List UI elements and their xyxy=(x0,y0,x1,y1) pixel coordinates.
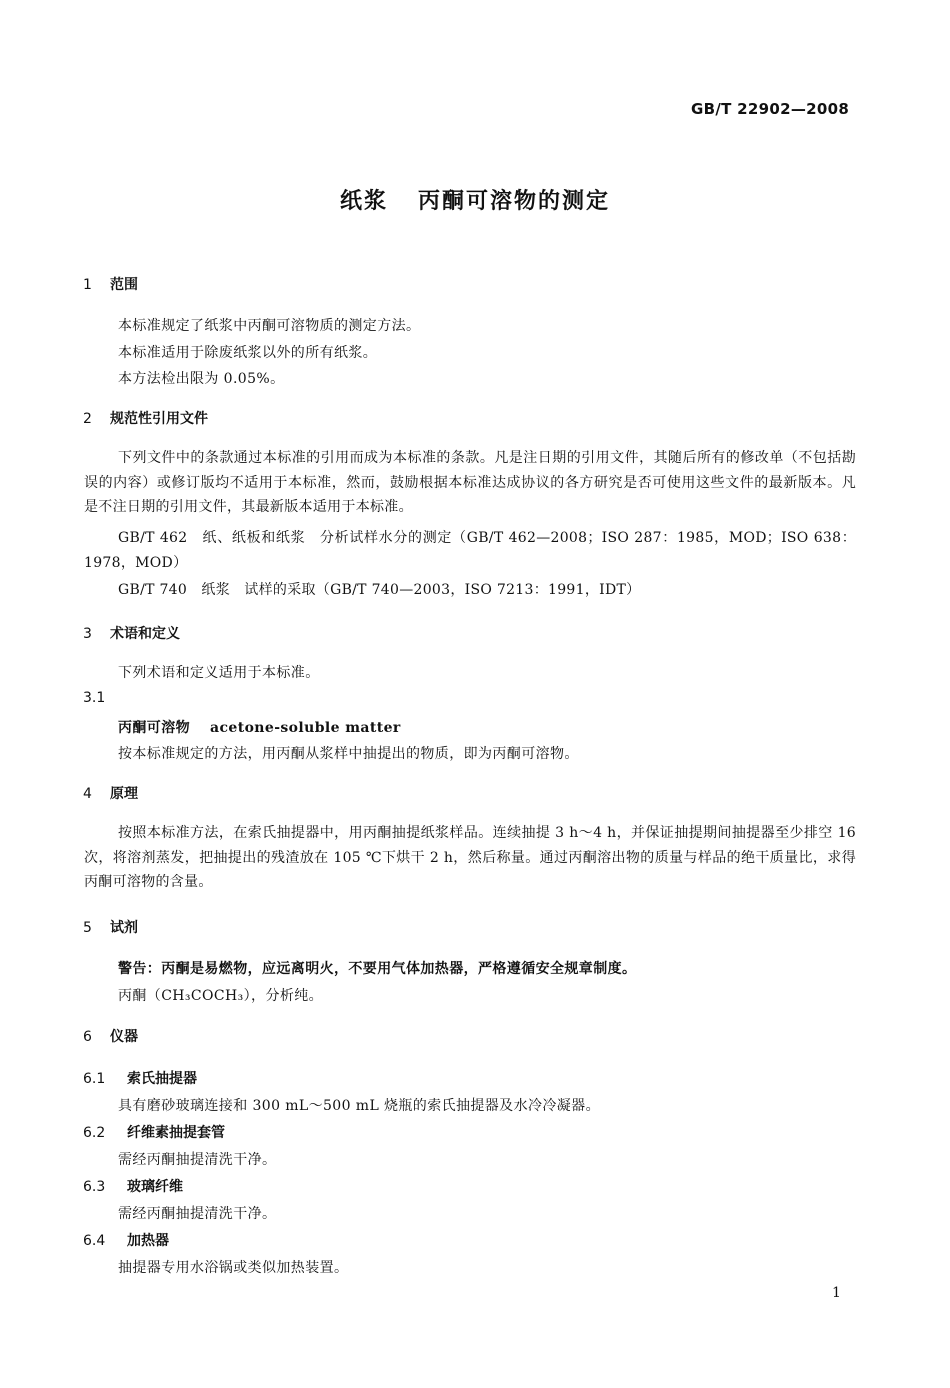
section-title: 术语和定义 xyxy=(110,626,180,642)
normative-intro-paragraph: 下列文件中的条款通过本标准的引用而成为本标准的条款。凡是注日期的引用文件，其随后所有的修改单（不包括勘误的内容）或修订版均不适用于本标准，然而，鼓励根据本标准达成协议的各方研究是否可使用这些文件的最新版本。凡是不注日期的引用文件，其最新版本适用于本标准。 xyxy=(84,450,856,515)
subsection-label: 玻璃纤维 xyxy=(127,1179,183,1195)
subsection-number: 6.2 xyxy=(83,1125,106,1141)
section-5-heading xyxy=(83,917,138,937)
subsection-6-4-text: 抽提器专用水浴锅或类似加热装置。 xyxy=(118,1260,349,1276)
subsection-label: 加热器 xyxy=(127,1233,169,1249)
section-3-heading xyxy=(83,623,180,643)
scope-line-3: 本方法检出限为 0.05%。 xyxy=(118,371,285,387)
subsection-6-3-heading xyxy=(83,1176,183,1196)
scope-line-2: 本标准适用于除废纸浆以外的所有纸浆。 xyxy=(118,345,378,361)
subsection-6-2-heading xyxy=(83,1122,225,1142)
principle-paragraph: 按照本标准方法，在索氏抽提器中，用丙酮抽提纸浆样品。连续抽提 3 h～4 h，并保证抽提期间抽提器至少排空 16 次，将溶剂蒸发，把抽提出的残渣放在 105 ℃下烘干 2 h，然后称量。通过丙酮溶出物的质量与样品的绝干质量比，求得丙酮可溶物的含量。 xyxy=(84,825,856,890)
standard-code: GB/T 22902—2008 xyxy=(691,100,850,118)
section-number: 5 xyxy=(83,920,92,936)
scope-line-1: 本标准规定了纸浆中丙酮可溶物质的测定方法。 xyxy=(118,318,421,334)
subsection-number: 6.3 xyxy=(83,1179,106,1195)
subsection-6-1-text: 具有磨砂玻璃连接和 300 mL～500 mL 烧瓶的索氏抽提器及水冷冷凝器。 xyxy=(118,1098,600,1114)
section-title: 范围 xyxy=(110,277,138,293)
term-entry xyxy=(118,717,401,737)
section-2-heading xyxy=(83,408,208,428)
subsection-6-4-heading xyxy=(83,1230,169,1250)
title-part-1: 纸浆 xyxy=(339,189,388,214)
section-4-heading xyxy=(83,783,138,803)
section-title: 规范性引用文件 xyxy=(110,411,208,427)
section-number: 6 xyxy=(83,1029,92,1045)
section-title: 原理 xyxy=(110,786,138,802)
terms-intro: 下列术语和定义适用于本标准。 xyxy=(118,665,320,681)
term-english: acetone-soluble matter xyxy=(210,720,401,736)
subsection-number: 6.1 xyxy=(83,1071,106,1087)
subsection-6-1-heading xyxy=(83,1068,197,1088)
subsection-6-2-text: 需经丙酮抽提清洗干净。 xyxy=(118,1152,277,1168)
reference-gbt-462: GB/T 462 纸、纸板和纸浆 分析试样水分的测定（GB/T 462—2008；ISO 287：1985，MOD；ISO 638：1978，MOD） xyxy=(84,530,856,571)
section-number: 3 xyxy=(83,626,92,642)
section-6-heading xyxy=(83,1026,138,1046)
section-number: 2 xyxy=(83,411,92,427)
term-chinese: 丙酮可溶物 xyxy=(118,720,190,736)
section-number: 1 xyxy=(83,277,92,293)
reference-gbt-740: GB/T 740 纸浆 试样的采取（GB/T 740—2003，ISO 7213：1991，IDT） xyxy=(118,582,641,598)
term-definition: 按本标准规定的方法，用丙酮从浆样中抽提出的物质，即为丙酮可溶物。 xyxy=(118,746,579,762)
section-title: 仪器 xyxy=(110,1029,138,1045)
subsection-number: 6.4 xyxy=(83,1233,106,1249)
section-1-heading xyxy=(83,274,138,294)
subsection-3-1-number: 3.1 xyxy=(83,690,106,706)
section-title: 试剂 xyxy=(110,920,138,936)
reagent-line: 丙酮（CH₃COCH₃），分析纯。 xyxy=(118,988,324,1004)
page-number: 1 xyxy=(832,1285,841,1301)
section-number: 4 xyxy=(83,786,92,802)
safety-warning: 警告：丙酮是易燃物，应远离明火，不要用气体加热器，严格遵循安全规章制度。 xyxy=(118,961,637,977)
title-part-2: 丙酮可溶物的测定 xyxy=(418,189,611,214)
subsection-label: 索氏抽提器 xyxy=(127,1071,197,1087)
subsection-label: 纤维素抽提套管 xyxy=(127,1125,225,1141)
document-title xyxy=(0,184,950,215)
subsection-6-3-text: 需经丙酮抽提清洗干净。 xyxy=(118,1206,277,1222)
